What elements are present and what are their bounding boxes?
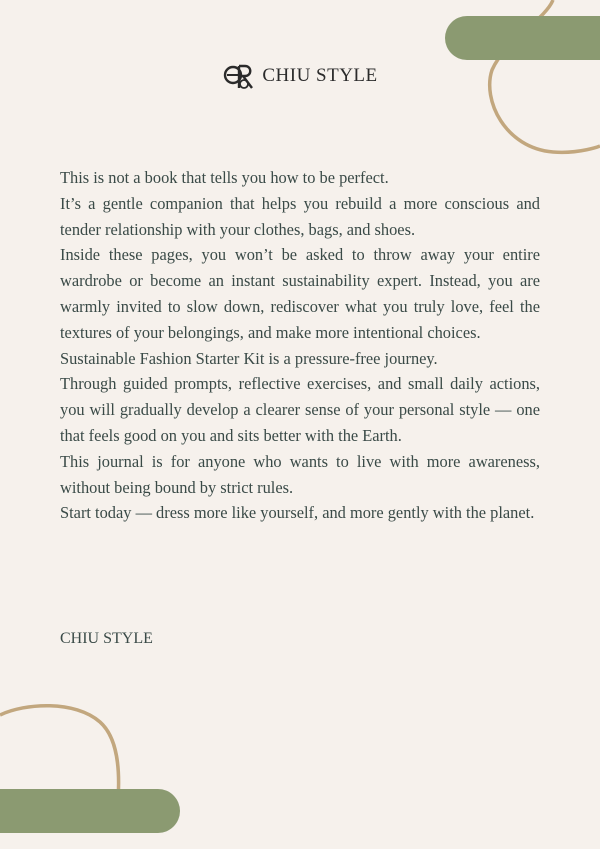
brand-header xyxy=(0,62,600,90)
intro-text xyxy=(60,165,540,526)
paragraph: It’s a gentle companion that helps you rebuild a more conscious and tender relationship with your clothes, bags, and shoes. xyxy=(60,193,540,239)
brand-name: CHIU STYLE xyxy=(262,65,378,86)
signature: CHIU STYLE xyxy=(60,630,153,647)
paragraph: Start today — dress more like yourself, and more gently with the planet. xyxy=(60,503,535,523)
cr-monogram-icon xyxy=(222,62,254,90)
paragraph: Inside these pages, you won’t be asked to throw away your entire wardrobe or become an instant sustainability expert. Instead, you are warmly invited to slow down, rediscover what you truly love, feel the textures of your belongings, and make more intentional choices. xyxy=(60,245,540,342)
paragraph: Sustainable Fashion Starter Kit is a pressure-free journey. xyxy=(60,348,438,368)
top-right-pill xyxy=(445,16,600,60)
bottom-left-arc xyxy=(0,706,119,800)
paragraph: This journal is for anyone who wants to live with more awareness, without being bound by strict rules. xyxy=(60,451,540,497)
paragraph: Through guided prompts, reflective exercises, and small daily actions, you will gradually develop a clearer sense of your personal style — one that feels good on you and sits better with the Earth. xyxy=(60,374,540,445)
bottom-left-pill xyxy=(0,789,180,833)
paragraph: This is not a book that tells you how to be perfect. xyxy=(60,168,389,187)
